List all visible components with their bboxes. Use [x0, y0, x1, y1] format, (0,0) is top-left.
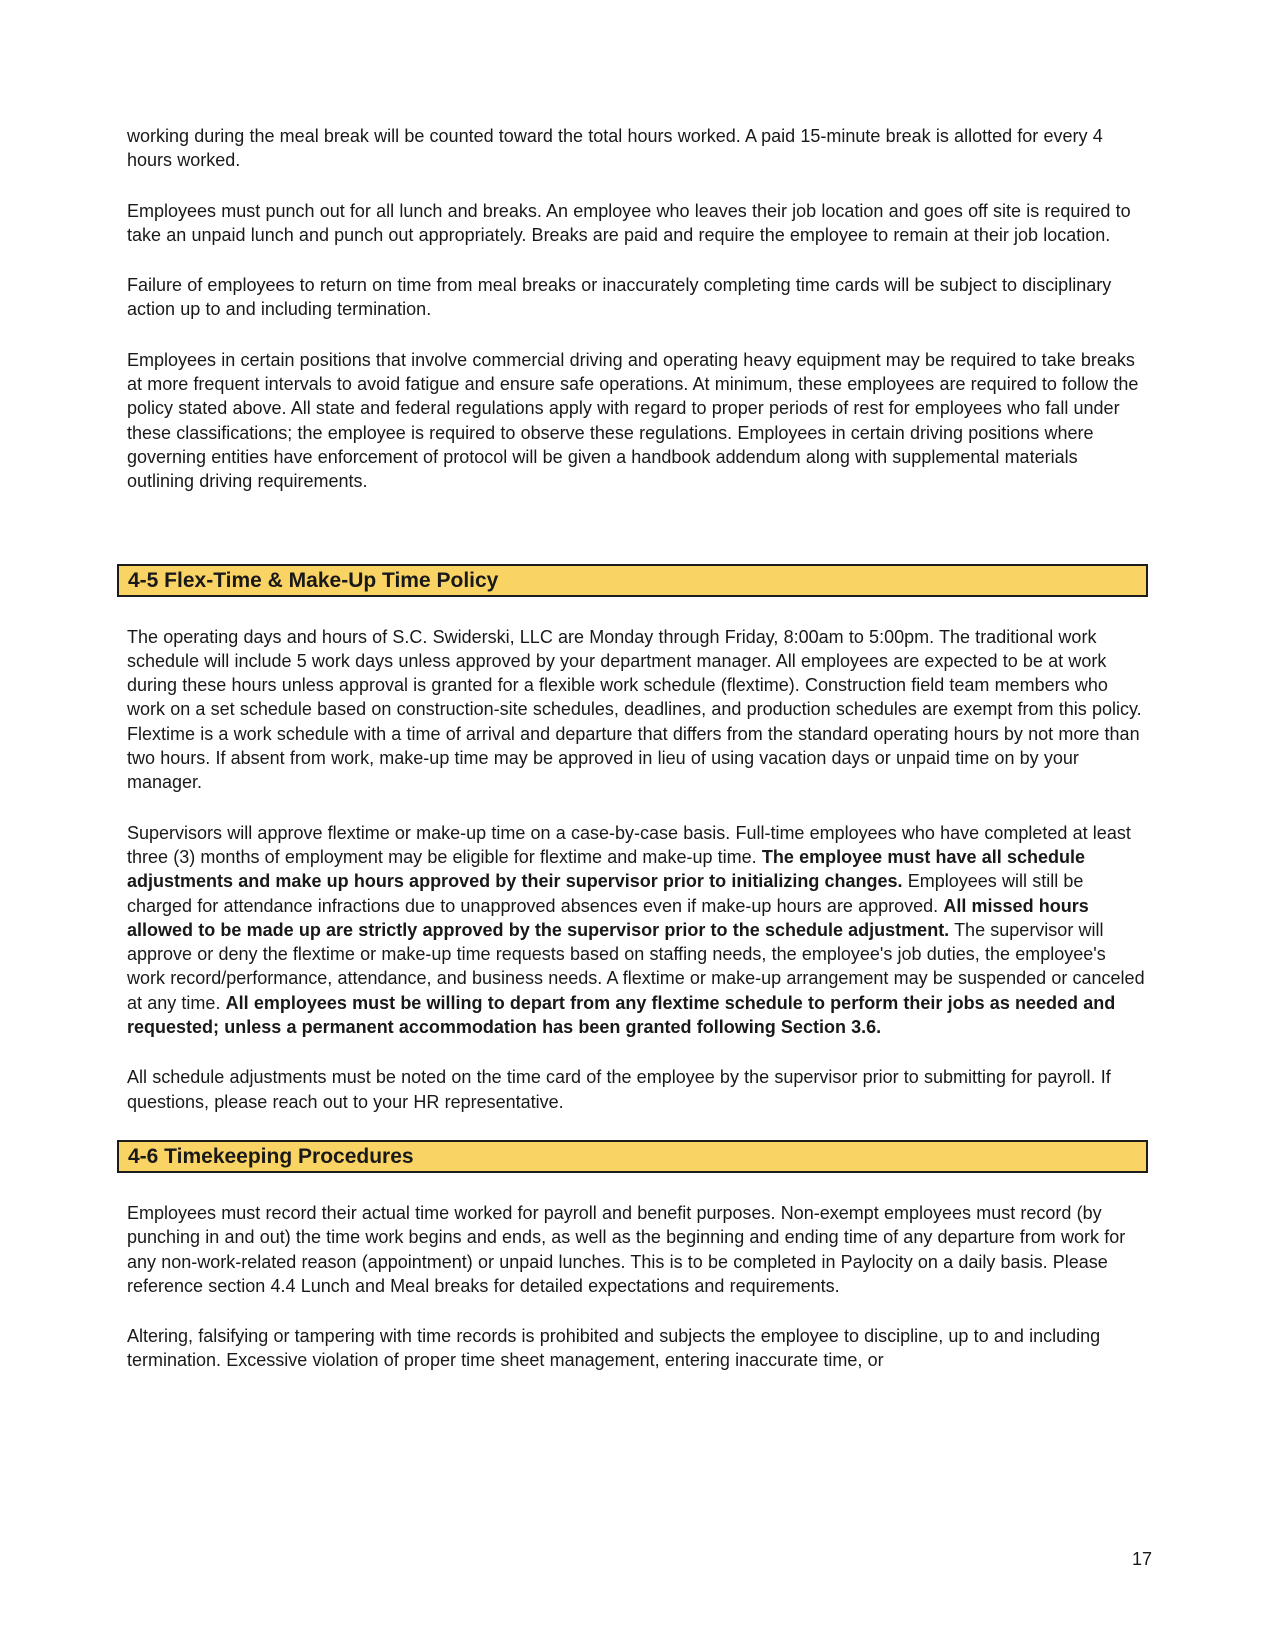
section-heading-4-5 — [117, 564, 1148, 597]
body-paragraph: Altering, falsifying or tampering with time records is prohibited and subjects the employee to discipline, up to and including termination. Excessive violation of proper time sheet management, entering inaccurate time, or — [127, 1326, 1101, 1371]
section-heading-4-6 — [117, 1140, 1148, 1173]
body-paragraph: Supervisors will approve flextime or make-up time on a case-by-case basis. Full-time employees who have completed at least three (3) months of employment may be eligible for flextime and make-up time. The employee must have all schedule adjustments and make up hours approved by their supervisor prior to initializing changes. Employees will still be charged for attendance infractions due to unapproved absences even if make-up hours are approved. All missed hours allowed to be made up are strictly approved by the supervisor prior to the schedule adjustment. The supervisor will approve or deny the flextime or make-up time requests based on staffing needs, the employee's job duties, the employee's work record/performance, attendance, and business needs. A flextime or make-up arrangement may be suspended or canceled at any time. All employees must be willing to depart from any flextime schedule to perform their jobs as needed and requested; unless a permanent accommodation has been granted following Section 3.6. — [127, 822, 1145, 1038]
body-paragraph: working during the meal break will be counted toward the total hours worked. A paid 15-minute break is allotted for every 4 hours worked. — [127, 126, 1103, 171]
page-content — [127, 0, 1148, 1399]
section-heading-label: 4-6 Timekeeping Procedures — [128, 1144, 414, 1168]
body-paragraph: The operating days and hours of S.C. Swiderski, LLC are Monday through Friday, 8:00am to 5:00pm. The traditional work schedule will include 5 work days unless approved by your department manager. All employees are expected to be at work during these hours unless approval is granted for a flexible work schedule (flextime). Construction field team members who work on a set schedule based on construction-site schedules, deadlines, and production schedules are exempt from this policy. Flextime is a work schedule with a time of arrival and departure that differs from the standard operating hours by not more than two hours. If absent from work, make-up time may be approved in lieu of using vacation days or unpaid time on by your manager. — [127, 626, 1142, 793]
body-paragraph: All schedule adjustments must be noted on the time card of the employee by the supervisor prior to submitting for payroll. If questions, please reach out to your HR representative. — [127, 1067, 1111, 1112]
body-paragraph: Employees must record their actual time worked for payroll and benefit purposes. Non-exempt employees must record (by punching in and out) the time work begins and ends, as well as the beginning and ending time of any departure from work for any non-work-related reason (appointment) or unpaid lunches. This is to be completed in Paylocity on a daily basis. Please reference section 4.4 Lunch and Meal breaks for detailed expectations and requirements. — [127, 1202, 1126, 1296]
section-heading-label: 4-5 Flex-Time & Make-Up Time Policy — [128, 568, 499, 592]
body-paragraph: Employees in certain positions that involve commercial driving and operating heavy equipment may be required to take breaks at more frequent intervals to avoid fatigue and ensure safe operations. At minimum, these employees are required to follow the policy stated above. All state and federal regulations apply with regard to proper periods of rest for employees who fall under these classifications; the employee is required to observe these regulations. Employees in certain driving positions where governing entities have enforcement of protocol will be given a handbook addendum along with supplemental materials outlining driving requirements. — [127, 349, 1139, 492]
body-paragraph: Failure of employees to return on time from meal breaks or inaccurately completing time cards will be subject to disciplinary action up to and including termination. — [127, 275, 1112, 320]
page-number: 17 — [1131, 1549, 1152, 1569]
body-paragraph: Employees must punch out for all lunch and breaks. An employee who leaves their job location and goes off site is required to take an unpaid lunch and punch out appropriately. Breaks are paid and require the employee to remain at their job location. — [127, 200, 1131, 245]
